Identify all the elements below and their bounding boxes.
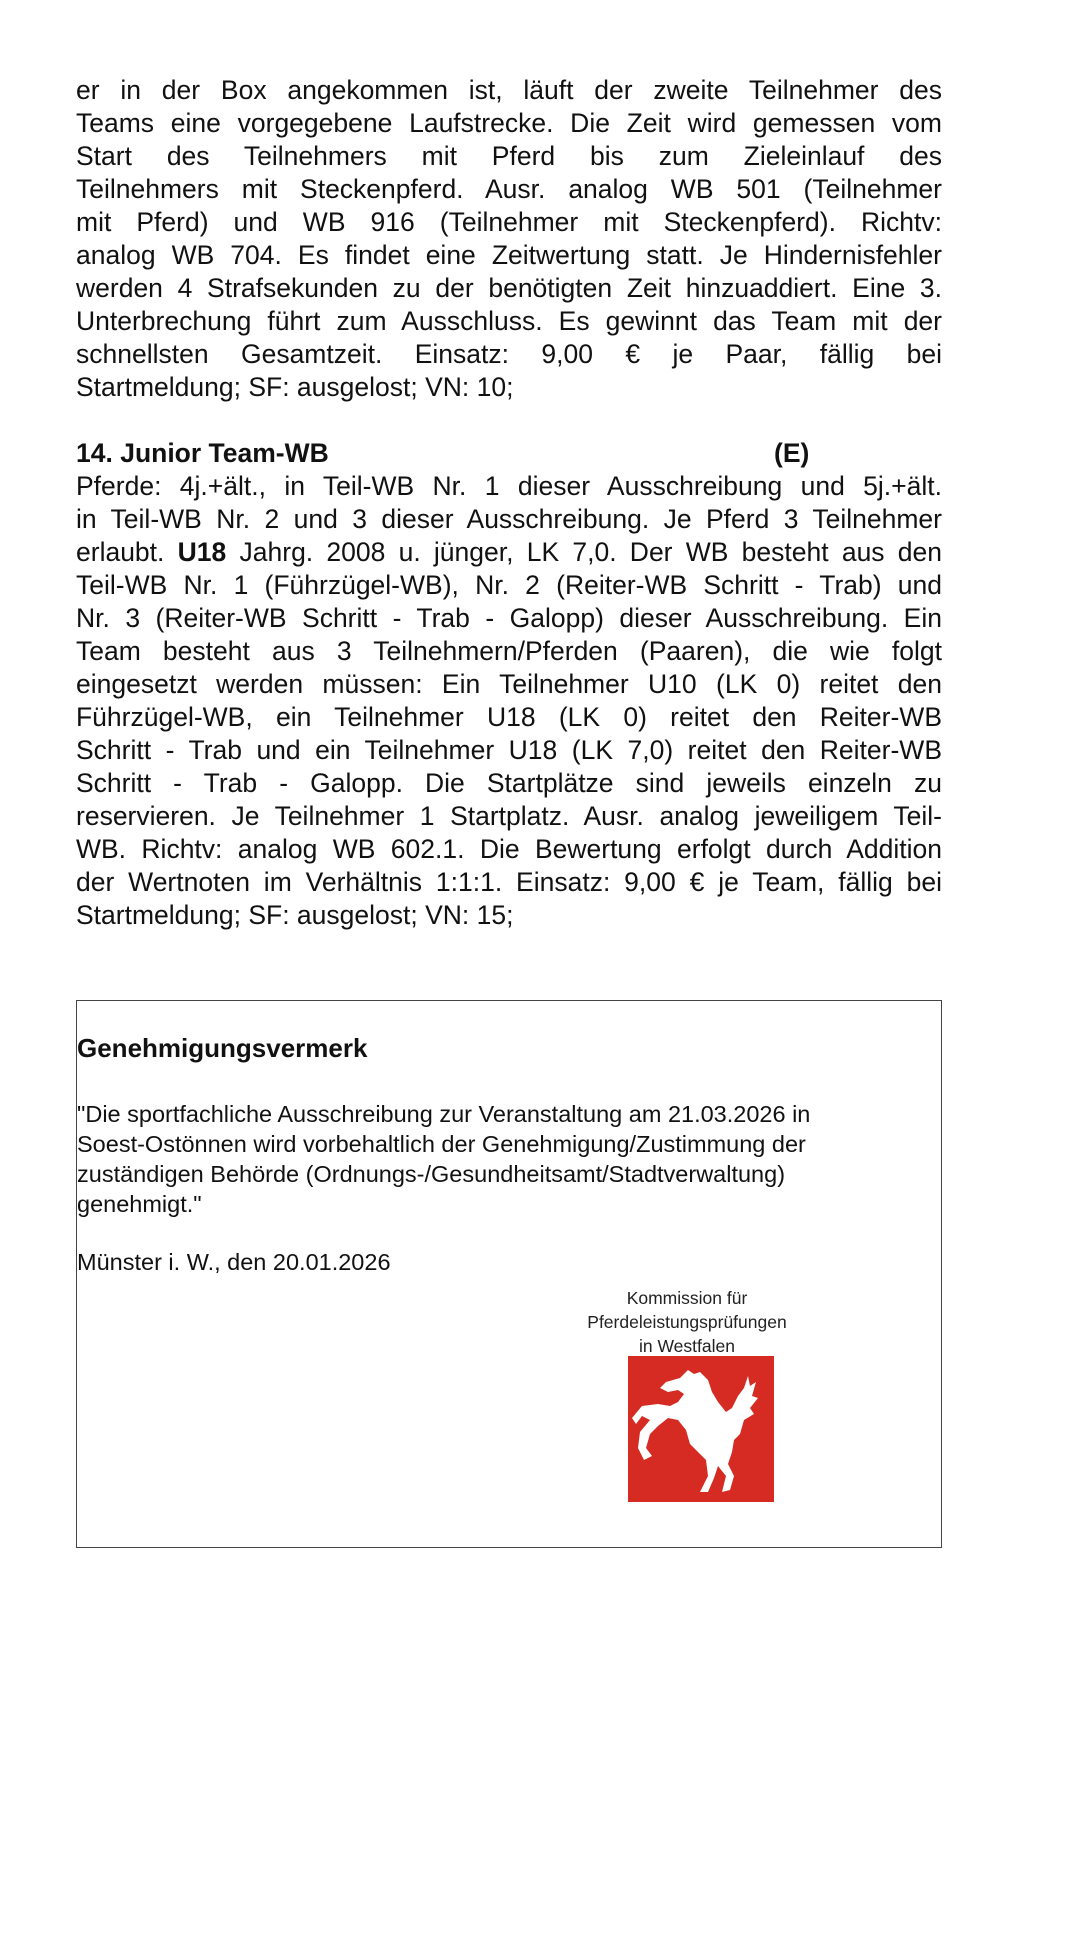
section-14-heading [76,437,942,470]
text-line: Start des Teilnehmers mit Pferd bis zum Zieleinlauf des [76,141,942,171]
text-line: in Teil-WB Nr. 2 und 3 dieser Ausschreibung. Je Pferd 3 Teilnehmer [76,504,942,534]
text-fragment: erlaubt. [76,537,165,567]
text-line: werden 4 Strafsekunden zu der benötigten Zeit hinzuaddiert. Eine 3. [76,273,942,303]
text-line: Schritt - Trab - Galopp. Die Startplätze sind jeweils einzeln zu [76,768,942,798]
text-line: reservieren. Je Teilnehmer 1 Startplatz. Ausr. analog jeweiligem Teil- [76,801,942,831]
text-line: der Wertnoten im Verhältnis 1:1:1. Einsatz: 9,00 € je Team, fällig bei [76,867,942,897]
logo-caption-line: in Westfalen [639,1336,735,1356]
westphalian-horse-icon [628,1356,774,1502]
text-line: Führzügel-WB, ein Teilnehmer U18 (LK 0) reitet den Reiter-WB [76,702,942,732]
text-line: WB. Richtv: analog WB 602.1. Die Bewertung erfolgt durch Addition [76,834,942,864]
text-line: Team besteht aus 3 Teilnehmern/Pferden (Paaren), die wie folgt [76,636,942,666]
logo-caption-line: Kommission für [626,1288,748,1308]
text-line: Pferde: 4j.+ält., in Teil-WB Nr. 1 dieser Ausschreibung und 5j.+ält. [76,471,942,501]
text-line: Soest-Ostönnen wird vorbehaltlich der Genehmigung/Zustimmung der [77,1131,806,1157]
text-line: Unterbrechung führt zum Ausschluss. Es gewinnt das Team mit der [76,306,942,336]
text-line: Teams eine vorgegebene Laufstrecke. Die Zeit wird gemessen vom [76,108,942,138]
text-line: Teilnehmers mit Steckenpferd. Ausr. analog WB 501 (Teilnehmer [76,174,942,204]
section-code: (E) [774,438,810,468]
text-line: Nr. 3 (Reiter-WB Schritt - Trab - Galopp) dieser Ausschreibung. Ein [76,603,942,633]
approval-text [77,1099,877,1219]
text-line: Schritt - Trab und ein Teilnehmer U18 (LK 7,0) reitet den Reiter-WB [76,735,942,765]
place-date: Münster i. W., den 20.01.2026 [77,1249,391,1275]
text-line: "Die sportfachliche Ausschreibung zur Veranstaltung am 21.03.2026 in [77,1101,811,1127]
horse-logo-svg [628,1356,774,1502]
age-class-bold: U18 [177,537,227,567]
text-line: analog WB 704. Es findet eine Zeitwertung statt. Je Hindernisfehler [76,240,942,270]
continuation-paragraph [76,74,942,404]
section-title: 14. Junior Team-WB [76,438,329,468]
text-line [76,536,942,569]
text-line: zuständigen Behörde (Ordnungs-/Gesundheitsamt/Stadtverwaltung) [77,1161,786,1187]
logo-caption-line: Pferdeleistungsprüfungen [587,1312,787,1332]
approval-box [76,1000,942,1548]
horse-silhouette [632,1370,758,1492]
text-line: Startmeldung; SF: ausgelost; VN: 10; [76,372,514,402]
section-14-paragraph [76,470,942,932]
text-line: er in der Box angekommen ist, läuft der zweite Teilnehmer des [76,75,942,105]
approval-title: Genehmigungsvermerk [77,1033,368,1063]
logo-caption [587,1286,787,1358]
text-line: eingesetzt werden müssen: Ein Teilnehmer U10 (LK 0) reitet den [76,669,942,699]
text-line: Teil-WB Nr. 1 (Führzügel-WB), Nr. 2 (Reiter-WB Schritt - Trab) und [76,570,942,600]
text-line: schnellsten Gesamtzeit. Einsatz: 9,00 € je Paar, fällig bei [76,339,942,369]
text-fragment: Jahrg. 2008 u. jünger, LK 7,0. Der WB besteht aus den [239,537,943,567]
text-line: mit Pferd) und WB 916 (Teilnehmer mit Steckenpferd). Richtv: [76,207,942,237]
text-line: genehmigt." [77,1191,202,1217]
text-line: Startmeldung; SF: ausgelost; VN: 15; [76,900,514,930]
